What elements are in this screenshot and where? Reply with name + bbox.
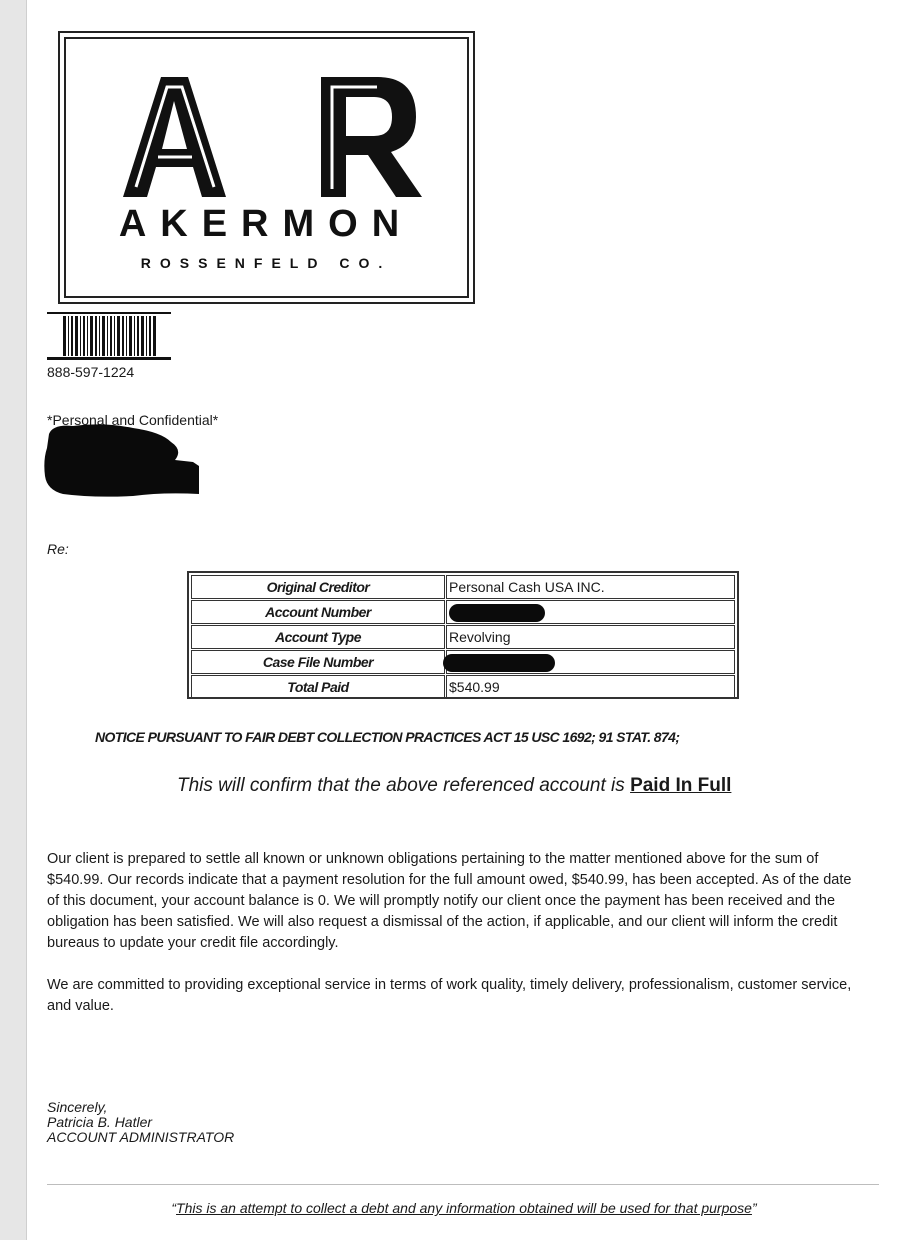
table-row [191, 600, 735, 624]
logo-company-subname: ROSSENFELD CO. [140, 255, 392, 271]
logo-letter-r [321, 77, 422, 197]
row-label: Account Type [191, 625, 445, 649]
row-label: Total Paid [191, 675, 445, 699]
table-row [191, 575, 735, 599]
closing: Sincerely, [47, 1099, 108, 1115]
logo-mark [66, 39, 467, 296]
redacted-value [443, 654, 555, 672]
row-label: Original Creditor [191, 575, 445, 599]
row-value: Revolving [446, 625, 735, 649]
letter-page [26, 0, 900, 1240]
row-value [446, 600, 735, 624]
table-row [191, 650, 735, 674]
confidential-label: *Personal and Confidential* [47, 412, 219, 428]
disclaimer-text: This is an attempt to collect a debt and any information obtained will be used for that purpose [176, 1200, 752, 1216]
paid-confirmation [177, 775, 731, 797]
re-label: Re: [47, 541, 69, 557]
divider [47, 1184, 879, 1185]
body-paragraph: We are committed to providing exceptional service in terms of work quality, timely delivery, professionalism, customer service, and value. [47, 977, 852, 1014]
logo-letter-a [123, 77, 226, 197]
table-row [191, 675, 735, 699]
row-value: Personal Cash USA INC. [446, 575, 735, 599]
footer-disclaimer: “This is an attempt to collect a debt and any information obtained will be used for that purpose” [171, 1200, 757, 1216]
row-label: Account Number [191, 600, 445, 624]
redacted-address [43, 420, 213, 500]
redacted-value [449, 604, 545, 622]
phone-number: 888-597-1224 [47, 364, 135, 380]
signer-name: Patricia B. Hatler [47, 1114, 153, 1130]
confirmation-text: This will confirm that the above referenced account is [177, 775, 625, 796]
company-logo [58, 31, 475, 304]
row-value: $540.99 [446, 675, 735, 699]
paid-status: Paid In Full [630, 775, 732, 796]
row-label: Case File Number [191, 650, 445, 674]
body-paragraph: Our client is prepared to settle all known or unknown obligations pertaining to the matter mentioned above for the sum of $540.99. Our records indicate that a payment resolution for the full amount owed, $540.99, has been accepted. As of the date of this document, your account balance is 0. We will promptly notify our client once the payment has been received and the obligation has been satisfied. We will also request a dismissal of the action, if applicable, and our client will inform the credit bureaus to update your credit file accordingly. [47, 851, 852, 951]
logo-company-name: AKERMON [118, 203, 414, 245]
account-details-table [187, 571, 739, 699]
barcode-image [47, 312, 171, 360]
signer-title: ACCOUNT ADMINISTRATOR [47, 1129, 235, 1145]
signature-block [47, 1100, 234, 1145]
table-row [191, 625, 735, 649]
row-value [446, 650, 735, 674]
notice-heading: NOTICE PURSUANT TO FAIR DEBT COLLECTION PRACTICES ACT 15 USC 1692; 91 STAT. 874; [95, 729, 680, 745]
